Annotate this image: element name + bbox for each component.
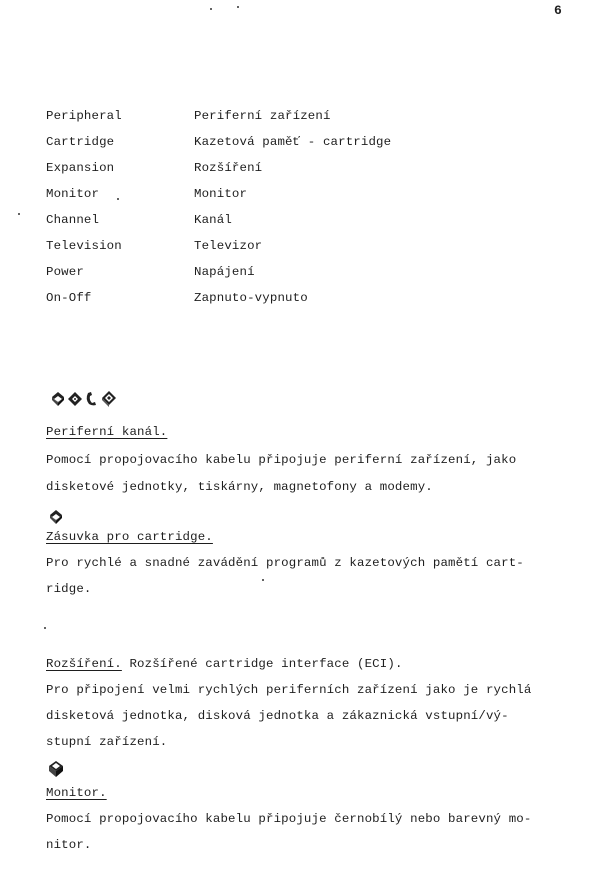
page-number: 6 bbox=[554, 3, 562, 18]
paragraph-line: disketová jednotka, disková jednotka a zákaznická vstupní/vý- bbox=[46, 709, 509, 723]
diskette-icon bbox=[67, 390, 83, 408]
glossary-term-cs: Monitor bbox=[194, 187, 248, 201]
scan-speck bbox=[18, 213, 20, 215]
glossary-term-cs: Napájení bbox=[194, 265, 255, 279]
paragraph-line: Pro rychlé a snadné zavádění programů z kazetových pamětí cart- bbox=[46, 556, 524, 570]
glossary-term-cs: Rozšíření bbox=[194, 161, 263, 175]
scan-speck bbox=[210, 8, 212, 10]
scan-speck bbox=[44, 627, 46, 629]
section-title-rest: Rozšířené cartridge interface (ECI). bbox=[121, 657, 403, 671]
section-title: Periferní kanál. bbox=[46, 425, 168, 439]
glossary-term-cs: Periferní zařízení bbox=[194, 109, 331, 123]
glossary-row bbox=[46, 213, 566, 231]
glossary-row bbox=[46, 109, 566, 127]
glossary-row bbox=[46, 135, 566, 153]
monitor-icon bbox=[48, 760, 64, 778]
section-heading-expansion bbox=[46, 657, 403, 671]
section-heading-peripheral bbox=[46, 425, 167, 439]
glossary-row bbox=[46, 265, 566, 283]
glossary-term-cs: Televizor bbox=[194, 239, 263, 253]
paragraph-line: disketové jednotky, tiskárny, magnetofony a modemy. bbox=[46, 480, 433, 494]
phone-icon bbox=[84, 390, 100, 408]
glossary-term-cs: Kazetová paměť - cartridge bbox=[194, 135, 392, 149]
glossary-row bbox=[46, 187, 566, 205]
section-heading-cartridge bbox=[46, 530, 213, 544]
paragraph-line: ridge. bbox=[46, 582, 92, 596]
scan-speck bbox=[262, 579, 264, 581]
paragraph-line: nitor. bbox=[46, 838, 92, 852]
section-title: Rozšíření. bbox=[46, 657, 122, 671]
cartridge-icon bbox=[48, 508, 64, 526]
paragraph-line: stupní zařízení. bbox=[46, 735, 168, 749]
port-icons-row bbox=[50, 390, 117, 412]
glossary-term-cs: Kanál bbox=[194, 213, 232, 227]
glossary-term-en: Expansion bbox=[46, 161, 115, 175]
glossary-term-en: Monitor bbox=[46, 187, 100, 201]
glossary-row bbox=[46, 239, 566, 257]
glossary-term-en: Channel bbox=[46, 213, 100, 227]
section-heading-monitor bbox=[46, 786, 107, 800]
glossary-row bbox=[46, 161, 566, 179]
paragraph-line: Pomocí propojovacího kabelu připojuje periferní zařízení, jako bbox=[46, 453, 517, 467]
glossary-term-en: Power bbox=[46, 265, 84, 279]
section-title: Zásuvka pro cartridge. bbox=[46, 530, 213, 544]
glossary-term-en: On-Off bbox=[46, 291, 92, 305]
glossary-term-en: Cartridge bbox=[46, 135, 115, 149]
drive-icon bbox=[101, 390, 117, 408]
section-title: Monitor. bbox=[46, 786, 107, 800]
cartridge-icon bbox=[50, 390, 66, 408]
glossary-term-cs: Zapnuto-vypnuto bbox=[194, 291, 308, 305]
scan-speck bbox=[237, 6, 239, 8]
glossary-row bbox=[46, 291, 566, 309]
paragraph-line: Pro připojení velmi rychlých periferních zařízení jako je rychlá bbox=[46, 683, 532, 697]
glossary-term-en: Peripheral bbox=[46, 109, 122, 123]
glossary-term-en: Television bbox=[46, 239, 122, 253]
paragraph-line: Pomocí propojovacího kabelu připojuje černobílý nebo barevný mo- bbox=[46, 812, 532, 826]
